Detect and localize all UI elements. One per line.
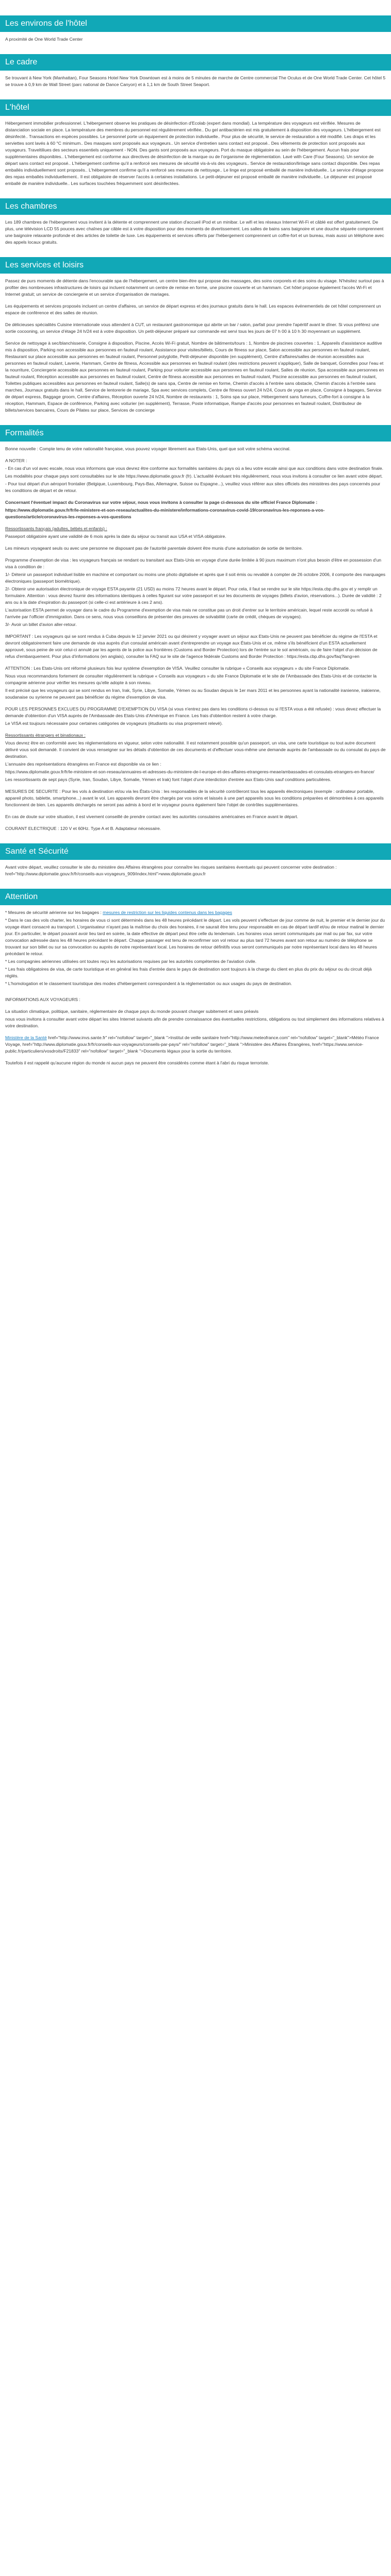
section-formalites [0, 425, 391, 832]
security-text-2: En cas de doute sur votre situation, il est vivement conseillé de prendre contact avec les autorités consulaires américaines en France avant le départ. [5, 814, 298, 819]
foreigners-text-1: Vous devrez être en conformité avec les réglementations en vigueur, selon votre nationalité. Il est notamment possible qu'un passeport, un visa, une carte touristique ou tout autre document délivré vous soit demandé. Il convient de vous renseigner sur les détails d'obtention de ces documents et d'effectuer vous-même une demande auprès de l'ambassade ou du consulat du pays de destination. [5, 740, 386, 759]
attention-item-1 [5, 909, 386, 916]
foreigners-text-3: Les ressortissants de sept pays (Syrie, Iran, Soudan, Libye, Somalie, Yémen et Irak) font l'objet d'une interdiction d'entrée aux Etats-Unis sauf conditions particulières. [5, 777, 331, 782]
section-cadre [0, 54, 391, 88]
residents-text-1: Passeport obligatoire ayant une validité de 6 mois après la date du séjour ou transit aux USA et VISA obligatoire. [5, 534, 226, 539]
attention-item-5: * L'homologation et le classement touristique des modes d'hébergement correspondent à la réglementation ou aux usages du pays de destination. [5, 981, 292, 986]
excluded-text-1: POUR LES PERSONNES EXCLUES DU PROGRAMME D'EXEMPTION DU VISA (si vous n'entrez pas dans les conditions ci-dessus ou si l'ESTA vous a été refusée) : vous devez effectuer la demande d'obtention d'un VISA auprès de l'Ambassade des Etats-Unis d'Amérique en France. Les frais d'obtention restent à votre charge. [5, 706, 381, 718]
program-text-1: Programme d'exemption de visa : les voyageurs français se rendant ou transitant aux Etats-Unis en voyage d'une durée limitée à 90 jours maximum n'ont plus besoin d'être en possession d'un visa à condition de : [5, 557, 382, 569]
ministere-sante-link[interactable]: Ministère de la Santé [5, 1035, 47, 1040]
coronavirus-label: Concernant l'éventuel impact du Coronavirus sur votre séjour, nous vous invitons à consulter la page ci-dessous du site officiel France Diplomatie : [5, 500, 318, 505]
section-title-cadre: Le cadre [0, 54, 391, 71]
section-title-attention: Attention [0, 889, 391, 905]
section-title-services: Les services et loisirs [0, 257, 391, 274]
section-environs [0, 15, 391, 43]
courant-text: COURANT ELECTRIQUE : 120 V et 60Hz. Type A et B. Adaptateur nécessaire. [5, 826, 161, 831]
program-text-2: 1/- Détenir un passeport individuel lisible en machine et comportant ou moins une photo digitalisée et après que il soit émis ou revalidé à compter de 26 octobre 2006, il comporte des marquages électroniques (passeport biométrique). [5, 572, 386, 584]
attention-item-2: * Dans le cas des vols charter, les horaires de vous ci sont déterminés dans les 48 heures précédant le départ. Les vols peuvent s'effectuer de jour comme de nuit, le premier et le dernier jour du voyage étant consacré au transport. L'organisateur n'ayant pas la maîtrise du choix des horaires, il ne saurait être tenu pour responsable en cas de départ tardif et/ou de retour matinal le dernier jour. En particulier, le départ pouvant avoir lieu tard en soirée, la date effective de départ peut être celle du lendemain. Les horaires vous seront communiqués par mail ou par fax, sur votre convocation adressée dans les 48 heures précédant le départ. Chaque passager est tenu de reconfirmer son vol retour au plus tard 72 heures avant son retour au numéro de téléphone se trouvant sur son billet ou sur sa convocation ou auprès de notre représentant local. Les horaires de retour définitifs vous seront communiqués par notre représentant local dans les 48 heures précédant le retour. [5, 918, 385, 956]
services-text-4: Service de nettoyage à sec/blanchisserie, Consigne à disposition, Piscine, Accès Wi-Fi gratuit, Nombre de bâtiments/tours : 1, Nombre de piscines couvertes : 1, Appareils d'assistance auditive mis à disposition, Parking non accessible aux personnes en fauteuil roulant, Assistance pour visites/billets, Cours de fitness sur place, Salon accessible aux personnes en fauteuil roulant, Restaurant sur place accessible aux personnes en fauteuil roulant, Personnel polyglotte, Petit-déjeuner disponible (en supplément), Centre d'affaires/salles de réunion accessibles aux personnes en fauteuil roulant, Laverie, Hammam, Centre de fitness, Accessible aux personnes en fauteuil roulant (des restrictions peuvent s'appliquer), Salle de banquet, Gonndles pour l'eau et la nourriture, Conciergerie accessible aux personnes en fauteuil roulant, Parking pour voiturier accessible aux personnes en fauteuil roulant, Salles de réunion, Spa accessible aux personnes en fauteuil roulant, Réception accessible aux personnes en fauteuil roulant, Centre de fitness accessible aux personnes en fauteuil roulant, Piscine accessible aux personnes en fauteuil roulant, Toilettes publiques accessibles aux personnes en fauteuil roulant, Salle(s) de sans spa, Centre de remise en forme, Chemin d'accès à l'entrée sans obstacle, Chemin d'accès à l'entrée sans marches, Journaux gratuits dans le hall, Service de lentorerie de mariage, Spa avec services complets, Centre de fitness ouvert 24 h/24, Cours de yoga en place, Consigne à bagages, Service de départ express, Baggage groom, Centre d'affaires, Réception ouverte 24 h/24, Nombre de restaurants : 1, Soins spa sur place, Hébergement sans fumeurs, Coffre-fort à consigne à la réception, Hammam, Espace de conférence, Parking avec voiturier (en supplément), Terrasse, Poste informatique, Rampe d'accès pour personnes en fauteuil roulant, Distributeur de billets/services bancaires, Cours de Pilates sur place, Services de concierge [5, 341, 384, 413]
section-title-chambres: Les chambres [0, 198, 391, 215]
residents-label: Ressortissants français (adultes, bébés et enfants) : [5, 526, 107, 531]
foreigners-link[interactable]: https://www.diplomatie.gouv.fr/fr/le-ministere-et-son-reseau/annuaires-et-adresses-du-ministere-de-l-europe-et-des-affaires-etrangeres-meae/ambassades-et-consulats-etrangers-en-france/ [5, 769, 374, 774]
excluded-text-2: Le VISA est toujours nécessaire pour certaines catégories de voyageurs (étudiants ou visa proprement relevé). [5, 721, 223, 726]
info-text-2: nous vous invitons à consulter avant votre départ les sites Internet suivants afin de prendre connaissance des éventuelles restrictions, obligations ou tout simplement des informations relatives à votre destination. [5, 1016, 384, 1028]
note-label: A NOTER : [5, 458, 27, 463]
attention-item-1-text: * Mesures de sécurité aérienne sur les bagages : [5, 910, 103, 915]
sante-text: Avant votre départ, veuillez consulter le site du ministère des Affaires étrangères pour connaître les risques sanitaires éventuels qui peuvent concerner votre destination : href="http://www.diplomatie.gouv.fr/fr/conseils-aux-voyageurs_909/index.html">www.diplomatie.gouv.fr [5, 865, 337, 876]
section-title-formalites: Formalités [0, 425, 391, 442]
coronavirus-link[interactable]: https://www.diplomatie.gouv.fr/fr/le-ministere-et-son-reseau/actualites-du-ministere/informations-coronavirus-covid-19/coronavirus-les-reponses-a-vos-questions/article/coronavirus-les-reponses-a-vos-questions [5, 507, 325, 519]
residents-text-2: Les mineurs voyageant seuls ou avec une personne ne disposant pas de l'autorité parentale doivent être munis d'une autorisation de sortie de territoire. [5, 546, 303, 551]
services-text-3: De délicieuses spécialités Cuisine internationale vous attendent à CUT, un restaurant gastronomique qui abrite un bar / salon, parfait pour prendre l'apéritif avant le dîner. Si vous préférez une sortie cocooning, un service d'étage 24 h/24 est à votre disposition. Un petit-déjeuner préparé sur commande est servi tous les jours de 07 h 00 à 10 h 30 moyennant un supplément. [5, 322, 379, 334]
page [0, 0, 391, 1088]
ministere-links-text: href="http://www.invs.sante.fr" rel="nofollow" target="_blank ">Institut de veille sanitaire href="http://www.meteofrance.com" rel="nofollow" target="_blank">Météo France Voyage, href="http://www.diplomatie.gouv.fr/fr/conseils-aux-voyageurs/conseils-par-pays/" rel="nofollow" target="_blank ">Ministère des Affaires Étrangères, href="https://www.service-public.fr/particuliers/vosdroits/F21833" rel="nofollow" target="_blank ">Documents légaux pour la sortie du territoire. [5, 1035, 379, 1054]
services-text-2: Les équipements et services proposés incluent un centre d'affaires, un service de départ express et des journaux gratuits dans le hall. Les espaces événementiels de cet hôtel comprennent un espace de conférence et des salles de réunion. [5, 303, 381, 315]
program-text-4: L'autorisation ESTA permet de voyager dans le cadre du Programme d'exemption de visa mais ne constitue pas un droit d'entrer sur le territoire américain, lequel reste accordé ou refusé à l'arrivée par l'officier d'immigration. Dans ce sens, nous vous conseillons de présenter des preuves de solvabilité (carte de crédit, chèques de voyages). [5, 607, 373, 619]
section-chambres [0, 198, 391, 246]
attention-item-4: * Les frais obligatoires de visa, de carte touristique et en général les frais d'entrée dans le pays de destination sont toujours à la charge du client en plus du prix du séjour ou du circuit déjà réglés. [5, 967, 372, 978]
program-text-5: 3/- Avoir un billet d'avion aller-retour. [5, 622, 77, 627]
note-3: - Pour tout départ d'un aéroport frontalier (Belgique, Luxembourg, Pays-Bas, Allemagne, Suisse ou Espagne...), veuillez vous référer aux sites officiels des ministères des pays concernés pour les conditions de départ et de retour. [5, 481, 381, 493]
services-text-1: Passez de purs moments de détente dans l'encourable spa de l'hébergement, un centre bien-être qui propose des massages, des soins corporels et des soins du visage. N'hésitez surtout pas à profiter des nombreuses infrastructures de loisirs qui incluent notamment un centre de remise en forme, une piscine couverte et un hammam. Cet hôtel propose également l'accès Wi-Fi et Internet gratuit; un service de conciergerie et un service d'organisation de mariages. [5, 278, 384, 297]
cadre-text: Se trouvant à New York (Manhattan), Four Seasons Hotel New York Downtown est à moins de 5 minutes de marche de Centre commercial The Oculus et de One World Trade Center. Cet hôtel 5 se trouve à 0,9 km de Wall Street (parc national de Dance Canyon) et à 1,1 km de South Street Seaport. [5, 75, 386, 87]
section-title-sante: Santé et Sécurité [0, 843, 391, 860]
info-text-1: La situation climatique, politique, sanitaire, réglementaire de chaque pays du monde pouvant changer subitement et sans préavis [5, 1009, 259, 1014]
hotel-text: Hébergement immobilier professionnel. L'hébergement observe les pratiques de désinfection d'Ecolab (expert dans mondial). La température des voyageurs est vérifiée. Mesures de distanciation sociale en place. La température des membres du personnel est régulièrement vérifiée.. Du gel antibactérien est mis gratuitement à disposition des voyageurs. L'hébergement est désinfecté.. Transactions en espèces possibles. Le personnel porte un équipement de protection individuelle.. Pour plus de sécurité, le service de restauration a été modifié. Les draps et les serviettes sont lavés à 60 °C minimum.. Des masques sont proposés aux voyageurs.. Un service d'entretien sans contact est proposé.. Des vêtements de protection sont proposés aux voyageurs. Traveltiliues des secteurs essentiels uniquement - NON. Des gants sont proposés aux voyageurs. Port du masque obligatoire au sein de l'hébergement. Aucun frais pour supplémentaires disponibles.. L'hébergement est conforme aux directives de désinfection de la marque ou de l'organisme de réglementation. Lavé with Care (Four Seasons). Un service de départ sans contact est proposé.. L'hébergement confirme qu'il a renforcé ses mesures de sécurité vis-à-vis des voyageurs.. Service de restauration/linlage sans contact disponible. Des repas emballés individuellement sont proposés.. L'hébergement confirme qu'il a renforcé ses mesures de nettoyage.. Le linge est proposé emballé de manière individuelle.. Le service d'étage propose des repas emballés individuellement.. Il est obligatoire de réserver l'accès à certaines installations. Le petit-déjeuner est proposé emballé de manière individuelle.. Le déjeuner est proposé emballé de manière individuelle.. Les surfaces touchées fréquemment sont désinfectées. [5, 121, 384, 186]
liquids-restriction-link[interactable]: mesures de restriction sur les liquides contenus dans les bagages [103, 910, 232, 915]
environs-text: A proximité de One World Trade Center [5, 37, 83, 42]
section-services [0, 257, 391, 414]
chambres-text: Les 189 chambres de l'hébergement vous invitent à la détente et comprennent une station d'accueil iPod et un minibar. Le wifi et les réseaux Internet Wi-Fi et câblé est offert gratuitement. De plus, une télévision LCD 55 pouces avec chaînes par câble est à votre disposition pour des moments de divertissement. Les salles de bains sans baignoire et une douche séparée comprennent une baignoire relaxante profonde et des articles de toilette de luxe. Les équipements et services offerts par l'hébergement comprennent un coffre-fort et un bureau, mais aussi un téléphone avec des appels locaux gratuits. [5, 219, 384, 245]
section-title-environs: Les environs de l'hôtel [0, 15, 391, 32]
security-text-1: MESURES DE SECURITE : Pour les vols à destination et/ou via les États-Unis : les responsables de la sécurité contrôleront tous les appareils électroniques (exemple : ordinateur portable, appareil photo, tablette, smartphone...) avant le vol. Les appareils devront être chargés par vos soins et laissés à une part appareils sous les conditions préparées et démontrées à ces appareils fonctionnent de bien. Les appareils déchargés ne seront pas admis à bord et le voyageur pourra également faire l'objet de contrôles supplémentaires. [5, 789, 384, 807]
formalites-intro: Bonne nouvelle : Compte tenu de votre nationalité française, vous pouvez voyager librement aux Etats-Unis, quel que soit votre schéma vaccinal. [5, 446, 291, 451]
attention-text-1: ATTENTION : Les Etats-Unis ont réformé plusieurs fois leur système d'exemption de VISA. Veuillez consulter la rubrique « Conseils aux voyageurs » du site France Diplomatie. [5, 666, 350, 671]
section-attention [0, 889, 391, 1066]
info-label: INFORMATIONS AUX VOYAGEURS : [5, 997, 80, 1002]
foreigners-label: Ressortissants étrangers et binationaux : [5, 733, 86, 738]
ministere-paragraph [5, 1035, 386, 1055]
program-text-3: 2/- Obtenir une autorisation électronique de voyage ESTA payante (21 USD) au moins 72 heures avant le départ. Pour cela, il faut se rendre sur le site https://esta.cbp.dhs.gov et y remplir un formulaire. Attention : vous devrez fournir des informations identiques à celles figurant sur votre passeport et sur les documents de voyages (billets d'avion, réservations...). Durée de validité : 2 ans ou à la date d'expiration du passeport (si celle-ci est antérieure à ces 2 ans). [5, 586, 382, 605]
attention-text-2: Nous vous recommandons fortement de consulter régulièrement la rubrique « Conseils aux voyageurs » du site France Diplomatie et le site de l'Ambassade des Etats-Unis et de contacter la compagnie aérienne pour vérifier les mesures qu'elle adopte à son niveau. [5, 673, 377, 685]
important-text: IMPORTANT : Les voyageurs qui se sont rendus à Cuba depuis le 12 janvier 2021 ou qui désirent y voyager avant un séjour aux Etats-Unis ne peuvent pas bénéficier du régime de l'ESTA et devront obligatoirement faire une demande de visa auprès d'un consulat américain avant d'entreprendre un voyage aux États-Unis et ce, même s'ils bénéficient d'un ESTA actuellement approuvé, sous peine de voir celui-ci annulé par les agents de la police aux frontières (Customs and Border Protection) lors de l'entrée sur le sol américain, ou de faire l'objet d'un décision de refus d'embarquement. Pour plus d'informations (en anglais), consulter la FAQ sur le site de l'agence fédérale Customs and Border Protection : https://esta.cbp.dhs.gov/faq?lang=en [5, 634, 378, 659]
attention-item-3: * Les compagnies aériennes utilisées ont toutes reçu les autorisations requises par les autorités compétentes de l'aviation civile. [5, 959, 256, 964]
section-title-hotel: L'hôtel [0, 99, 391, 116]
note-2: Les modalités pour chaque pays sont consultables sur le site https://www.diplomatie.gouv.fr (fr). L'actualité évoluant très régulièrement, nous vous invitons à consulter ce lien avant votre départ. [5, 473, 383, 479]
section-hotel [0, 99, 391, 187]
attention-text-3: Il est précisé que les voyageurs qui se sont rendus en Iran, Irak, Syrie, Libye, Somalie, Yémen ou au Soudan depuis le 1er mars 2011 et les personnes ayant la nationalité iranienne, irakienne, soudanaise ou syrienne ne peuvent pas bénéficier du régime d'exemption de visa. [5, 688, 381, 700]
note-1: - En cas d'un vol avec escale, nous vous informons que vous devrez être conforme aux formalités sanitaires du pays où a lieu votre escale ainsi que aux conditions dans votre destination finale. [5, 466, 383, 471]
foreigners-text-2: L'annuaire des représentations étrangères en France est disponible via ce lien : [5, 761, 161, 767]
section-sante [0, 843, 391, 877]
terrorism-text: Toutefois il est rappelé qu'aucune région du monde ni aucun pays ne peuvent être considérés comme étant à l'abri du risque terroriste. [5, 1060, 269, 1065]
